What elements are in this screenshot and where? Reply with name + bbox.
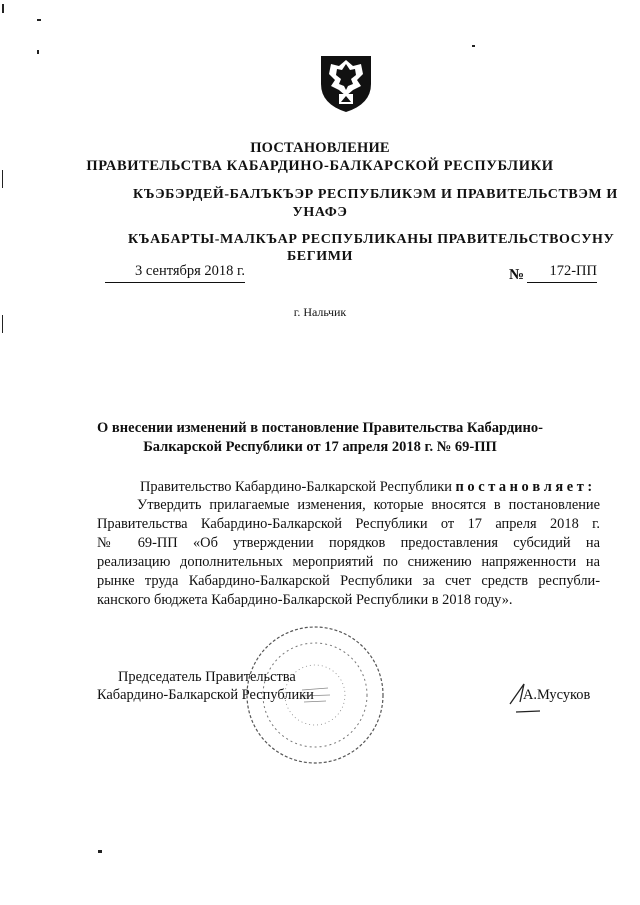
header-government: ПРАВИТЕЛЬСТВА КАБАРДИНО-БАЛКАРСКОЙ РЕСПУБЛИКИ bbox=[86, 158, 554, 174]
scan-mark bbox=[37, 19, 41, 21]
scan-mark bbox=[472, 45, 475, 47]
date-underline bbox=[105, 282, 245, 283]
document-date: 3 сентября 2018 г. bbox=[135, 263, 245, 279]
signatory-position-line2: Кабардино-Балкарской Республики bbox=[97, 687, 314, 703]
scan-mark bbox=[2, 4, 4, 13]
decree-word: п о с т а н о в л я е т : bbox=[455, 479, 593, 495]
paragraph-line: Утвердить прилагаемые изменения, которые вносятся в постановление bbox=[137, 497, 600, 513]
header-balkar-line2: БЕГИМИ bbox=[286, 249, 354, 264]
header-kabardian-line2: УНАФЭ bbox=[292, 205, 348, 220]
header-kabardian-line1: КЪЭБЭРДЕЙ-БАЛЪКЪЭР РЕСПУБЛИКЭМ И ПРАВИТЕЛЬСТВЭМ И bbox=[133, 187, 618, 202]
document-title-line2: Балкарской Республики от 17 апреля 2018 г. № 69-ПП bbox=[143, 439, 497, 455]
paragraph-line: реализацию дополнительных мероприятий по снижению напряженности на bbox=[97, 554, 600, 570]
header-title: ПОСТАНОВЛЕНИЕ bbox=[250, 140, 390, 156]
signatory-name: А.Мусуков bbox=[523, 687, 591, 703]
number-field bbox=[527, 263, 597, 283]
decree-paragraph bbox=[97, 496, 600, 610]
scan-mark bbox=[37, 50, 39, 54]
signatory-position-line1: Председатель Правительства bbox=[118, 669, 296, 685]
decree-intro bbox=[140, 478, 592, 497]
header-balkar-line1: КЪАБАРТЫ-МАЛКЪАР РЕСПУБЛИКАНЫ ПРАВИТЕЛЬСТВОСУНУ bbox=[128, 232, 615, 247]
decree-intro-text: Правительство Кабардино-Балкарской Республики bbox=[140, 479, 452, 495]
paragraph-line: рынке труда Кабардино-Балкарской Республики за счет средств республи- bbox=[97, 573, 600, 589]
number-underline bbox=[527, 282, 597, 283]
scan-mark bbox=[98, 850, 102, 853]
paragraph-last-line: канского бюджета Кабардино-Балкарской Республики в 2018 году». bbox=[97, 592, 513, 608]
paragraph-line: № 69-ПП «Об утверждении порядков предоставления субсидий на bbox=[97, 535, 600, 551]
coat-of-arms-emblem bbox=[317, 50, 375, 114]
number-label: № bbox=[509, 267, 525, 283]
document-title-line1: О внесении изменений в постановление Правительства Кабардино- bbox=[97, 420, 543, 436]
document-number: 172-ПП bbox=[549, 263, 597, 279]
city: г. Нальчик bbox=[293, 305, 347, 319]
paragraph-line: Правительства Кабардино-Балкарской Республики от 17 апреля 2018 г. bbox=[97, 516, 600, 532]
date-field bbox=[105, 263, 245, 283]
